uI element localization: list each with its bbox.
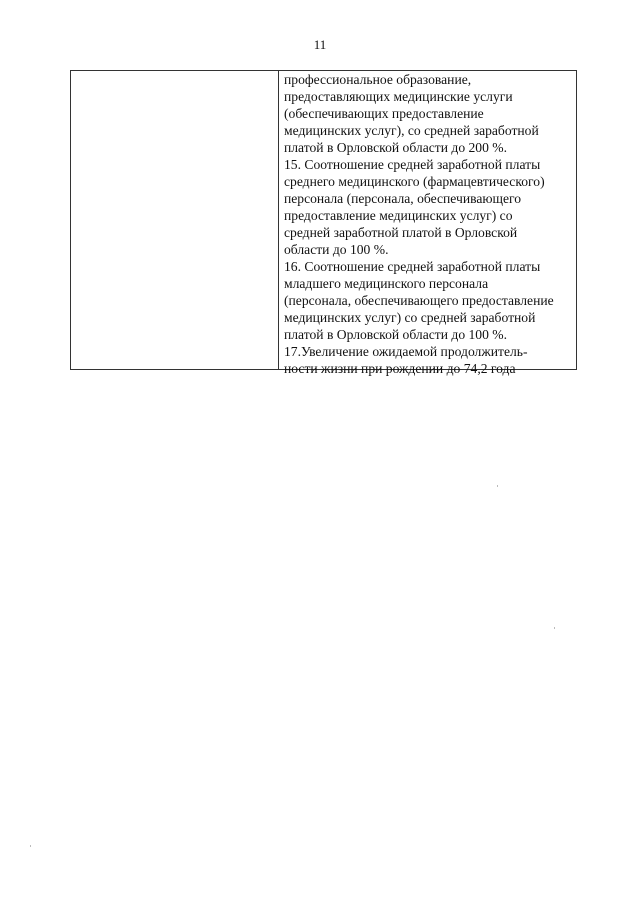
table-text-line: (персонала, обеспечивающего предоставление	[284, 293, 554, 308]
table-text-line: медицинских услуг) со средней заработной	[284, 310, 536, 325]
table-text-line: медицинских услуг), со средней заработной	[284, 123, 539, 138]
table-text-line: профессиональное образование,	[284, 72, 472, 87]
table-text-line: платой в Орловской области до 200 %.	[284, 140, 508, 155]
table-text-line: (обеспечивающих предоставление	[284, 106, 484, 121]
table-text-line: области до 100 %.	[284, 242, 389, 257]
table-text-line: среднего медицинского (фармацевтического)	[284, 174, 545, 189]
table-text-line: 17.Увеличение ожидаемой продолжитель-	[284, 344, 528, 359]
table-text-line: 16. Соотношение средней заработной платы	[284, 259, 541, 274]
table-cell-right	[279, 71, 576, 376]
table-text-line: ности жизни при рождении до 74,2 года	[284, 361, 516, 376]
table-text-line: персонала (персонала, обеспечивающего	[284, 191, 522, 206]
table-text-line: младшего медицинского персонала	[284, 276, 489, 291]
table-text-line: 15. Соотношение средней заработной платы	[284, 157, 541, 172]
page-number: 11	[313, 37, 327, 52]
table-cell-left	[71, 71, 279, 369]
scan-speck	[554, 627, 555, 629]
scan-speck	[30, 845, 31, 847]
table-text-line: средней заработной платой в Орловской	[284, 225, 518, 240]
scan-speck	[497, 485, 498, 487]
table-text-line: предоставляющих медицинские услуги	[284, 89, 513, 104]
table-text-line: платой в Орловской области до 100 %.	[284, 327, 508, 342]
document-table	[70, 70, 577, 376]
table-text-line: предоставление медицинских услуг) со	[284, 208, 513, 223]
